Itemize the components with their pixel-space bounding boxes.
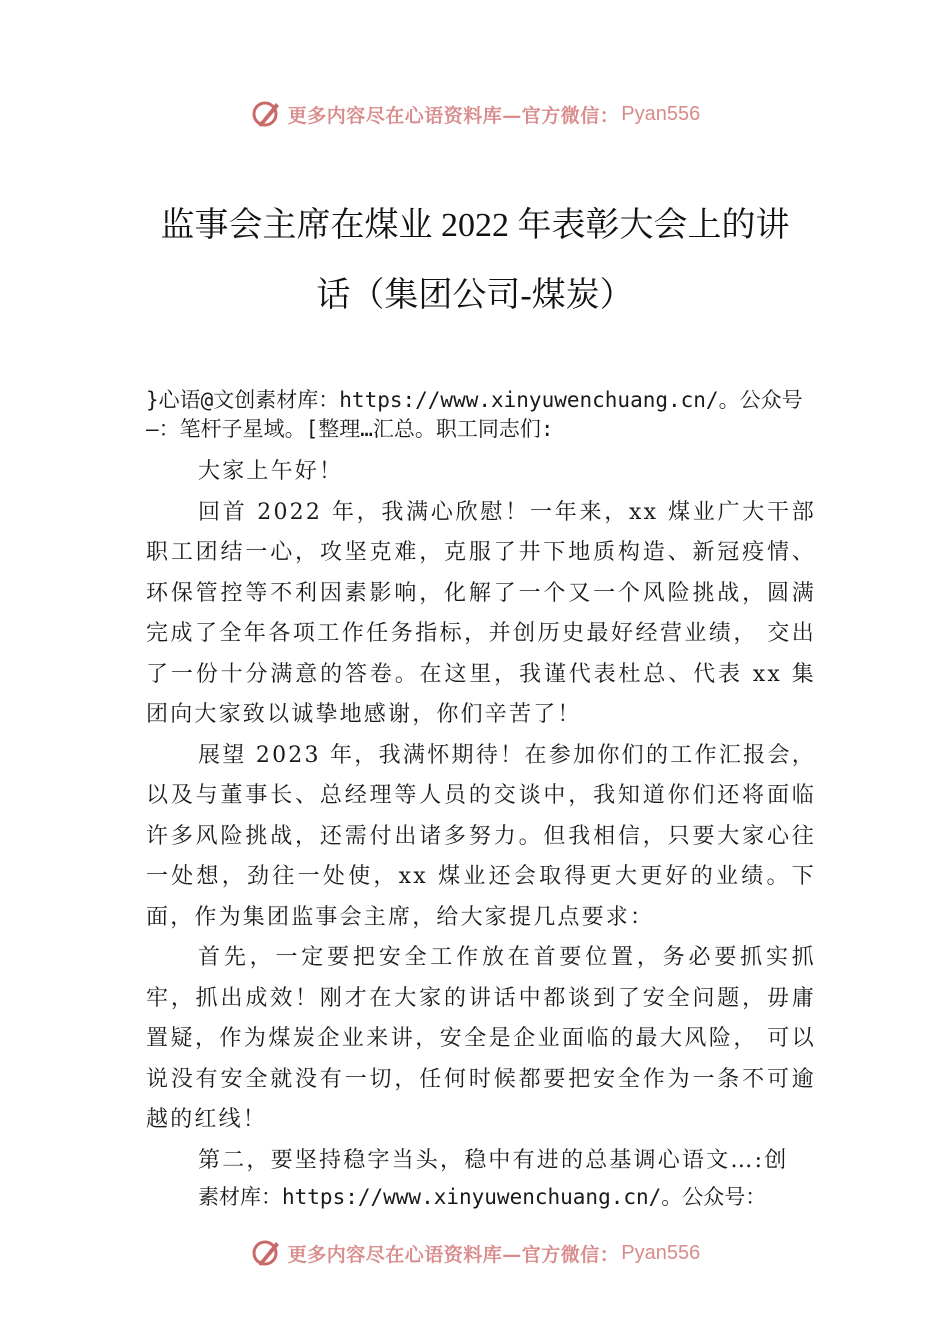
watermark-wechat-id: Pyan556: [621, 102, 701, 125]
watermark-wechat-id: Pyan556: [621, 1241, 701, 1264]
paragraph-second-point: 第二，要坚持稳字当头，稳中有进的总基调心语文…:创: [198, 1147, 789, 1173]
paragraph-outlook-2023: 展望 2023 年，我满怀期待！在参加你们的工作汇报会，以及与董事长、总经理等人员的交谈中，我知道你们还将面临许多风险挑战，还需付出诸多努力。但我相信，只要大家心往一处想，劲往一处使，xx 煤业还会取得更大更好的业绩。下面，作为集团监事会主席，给大家提几点要求：: [146, 742, 816, 930]
paragraph-greeting: 大家上午好！: [198, 459, 344, 484]
watermark-banner-bottom: [0, 1233, 950, 1273]
watermark-text: 更多内容尽在心语资料库—官方微信：: [287, 1243, 620, 1266]
document-body: [146, 386, 816, 1213]
document-title-line-2: 话（集团公司-煤炭）: [316, 277, 634, 314]
paragraph-review-2022: 回首 2022 年，我满心欣慰！一年来，xx 煤业广大干部职工团结一心，攻坚克难，克服了井下地质构造、新冠疫情、环保管控等不利因素影响，化解了一个又一个风险挑战，圆满完成了全年各项工作任务指标，并创历史最好经营业绩， 交出了一份十分满意的答卷。在这里，我谨代表杜总、代表 xx 集团向大家致以诚挚地感谢，你们辛苦了！: [146, 499, 816, 727]
pen-logo-icon: [250, 97, 284, 131]
pen-logo-icon: [250, 1236, 284, 1270]
watermark-banner-top: [0, 94, 950, 134]
watermark-text: 更多内容尽在心语资料库—官方微信：: [287, 104, 620, 127]
paragraph-safety: 首先，一定要把安全工作放在首要位置，务必要抓实抓牢，抓出成效！刚才在大家的讲话中都谈到了安全问题，毋庸置疑，作为煤炭企业来讲，安全是企业面临的最大风险， 可以说没有安全就没有一切，任何时候都要把安全作为一条不可逾越的红线！: [146, 945, 816, 1132]
document-title-line-1: 监事会主席在煤业 2022 年表彰大会上的讲: [160, 207, 790, 244]
tail-source-note: 素材库：https://www.xinyuwenchuang.cn/。公众号：: [198, 1185, 767, 1209]
source-note: }心语@文创素材库：https://www.xinyuwenchuang.cn/。公众号—：笔杆子星域。[整理…汇总。职工同志们:: [146, 388, 803, 441]
